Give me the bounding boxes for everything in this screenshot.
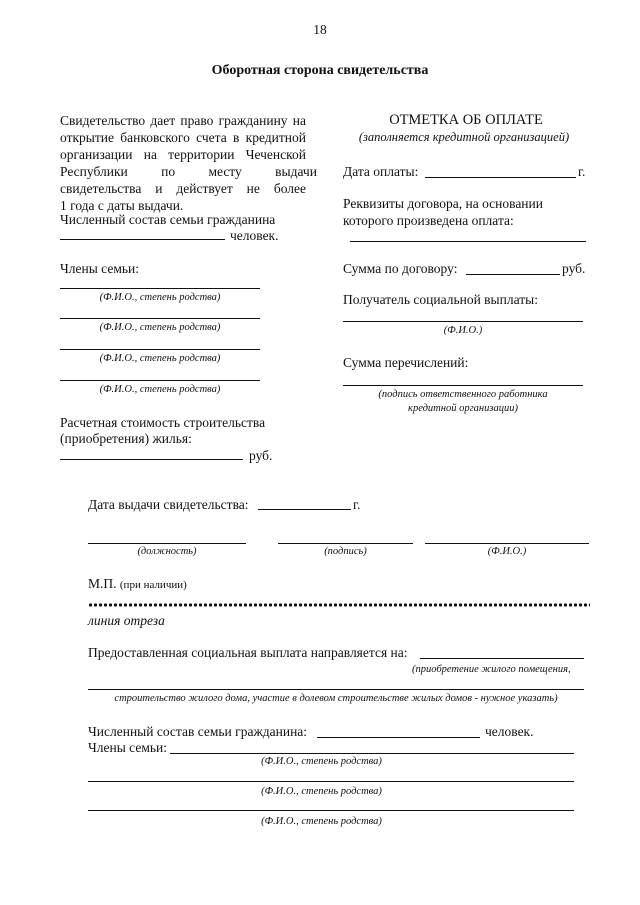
payment-date-field[interactable] [425,177,576,178]
tear-member-caption-1: (Ф.И.О., степень родства) [261,756,382,767]
page-number: 18 [313,22,327,37]
tear-family-count-label: Численный состав семьи гражданина: [88,724,308,739]
transfer-sum-label: Сумма перечислений: [343,355,469,370]
cost-rub: руб. [249,448,273,463]
contract-label-1: Реквизиты договора, на основании [343,196,543,211]
tear-member-field-1[interactable] [170,753,574,754]
purpose-caption-2: строительство жилого дома, участие в долевом строительстве жилых домов - нужное указать) [114,693,558,704]
family-member-field-1[interactable] [60,288,260,289]
payment-direction-field[interactable] [420,658,584,659]
contract-sum-rub: руб. [562,261,586,276]
family-member-field-2[interactable] [60,318,260,319]
fio-caption: (Ф.И.О.) [487,546,527,557]
contract-label-2: которого произведена оплата: [343,213,514,228]
rights-line-1: Свидетельство дает право гражданину на [60,113,306,128]
signature-field[interactable] [278,543,413,544]
cut-line-dots [88,602,590,608]
payment-date-label: Дата оплаты: [343,164,419,179]
rights-line-2: открытие банковского счета в кредитной [60,130,306,145]
recipient-fio-caption: (Ф.И.О.) [443,325,483,336]
family-count-label: Численный состав семьи гражданина [60,212,276,227]
rights-line-4: Республики по месту выдачи [60,164,317,179]
cost-field[interactable] [60,459,243,460]
family-count-field[interactable] [60,239,225,240]
issue-date-label: Дата выдачи свидетельства: [88,497,249,512]
page-title: Оборотная сторона свидетельства [211,63,429,78]
signature-caption: (подпись) [324,546,367,557]
seal-label: М.П. [88,576,117,591]
recipient-field[interactable] [343,321,583,322]
issue-date-field[interactable] [258,509,351,510]
rights-line-5: свидетельства и действует не более [60,181,306,196]
cost-label-2: (приобретения) жилья: [60,431,192,446]
contract-sum-field[interactable] [466,274,560,275]
payment-date-year: г. [578,164,586,179]
tear-member-field-3[interactable] [88,810,574,811]
transfer-signature-field[interactable] [343,385,583,386]
tear-persons-word: человек. [485,724,534,739]
member-caption-3: (Ф.И.О., степень родства) [99,353,221,364]
issue-date-year: г. [353,497,361,512]
member-caption-4: (Ф.И.О., степень родства) [99,384,221,395]
persons-word: человек. [230,228,279,243]
payment-mark-subheading: (заполняется кредитной организацией) [358,130,570,144]
contract-sum-label: Сумма по договору: [343,261,458,276]
tear-member-caption-3: (Ф.И.О., степень родства) [261,816,382,827]
seal-note: (при наличии) [119,579,187,591]
rights-line-6: 1 года с даты выдачи. [60,198,184,213]
tear-member-caption-2: (Ф.И.О., степень родства) [261,786,382,797]
family-member-field-3[interactable] [60,349,260,350]
member-caption-1: (Ф.И.О., степень родства) [99,292,221,303]
purpose-field[interactable] [88,689,584,690]
position-field[interactable] [88,543,246,544]
rights-line-3: организации на территории Чеченской [60,147,306,162]
family-member-field-4[interactable] [60,380,260,381]
cost-label-1: Расчетная стоимость строительства [60,415,266,430]
fio-field[interactable] [425,543,589,544]
purpose-caption-1: (приобретение жилого помещения, [412,664,571,675]
position-caption: (должность) [137,546,197,557]
recipient-label: Получатель социальной выплаты: [343,292,538,307]
seal-mark [88,576,187,592]
contract-field[interactable] [350,241,586,242]
tear-family-count-field[interactable] [317,737,480,738]
payment-mark-heading: ОТМЕТКА ОБ ОПЛАТЕ [389,112,543,128]
member-caption-2: (Ф.И.О., степень родства) [99,322,221,333]
family-members-label: Члены семьи: [60,261,139,276]
tear-family-members-label: Члены семьи: [88,740,167,755]
signature-caption-2: кредитной организации) [408,403,518,414]
signature-caption-1: (подпись ответственного работника [378,389,548,400]
payment-direction-label: Предоставленная социальная выплата направляется на: [88,645,408,660]
tear-member-field-2[interactable] [88,781,574,782]
cut-line-label: линия отреза [88,613,165,628]
